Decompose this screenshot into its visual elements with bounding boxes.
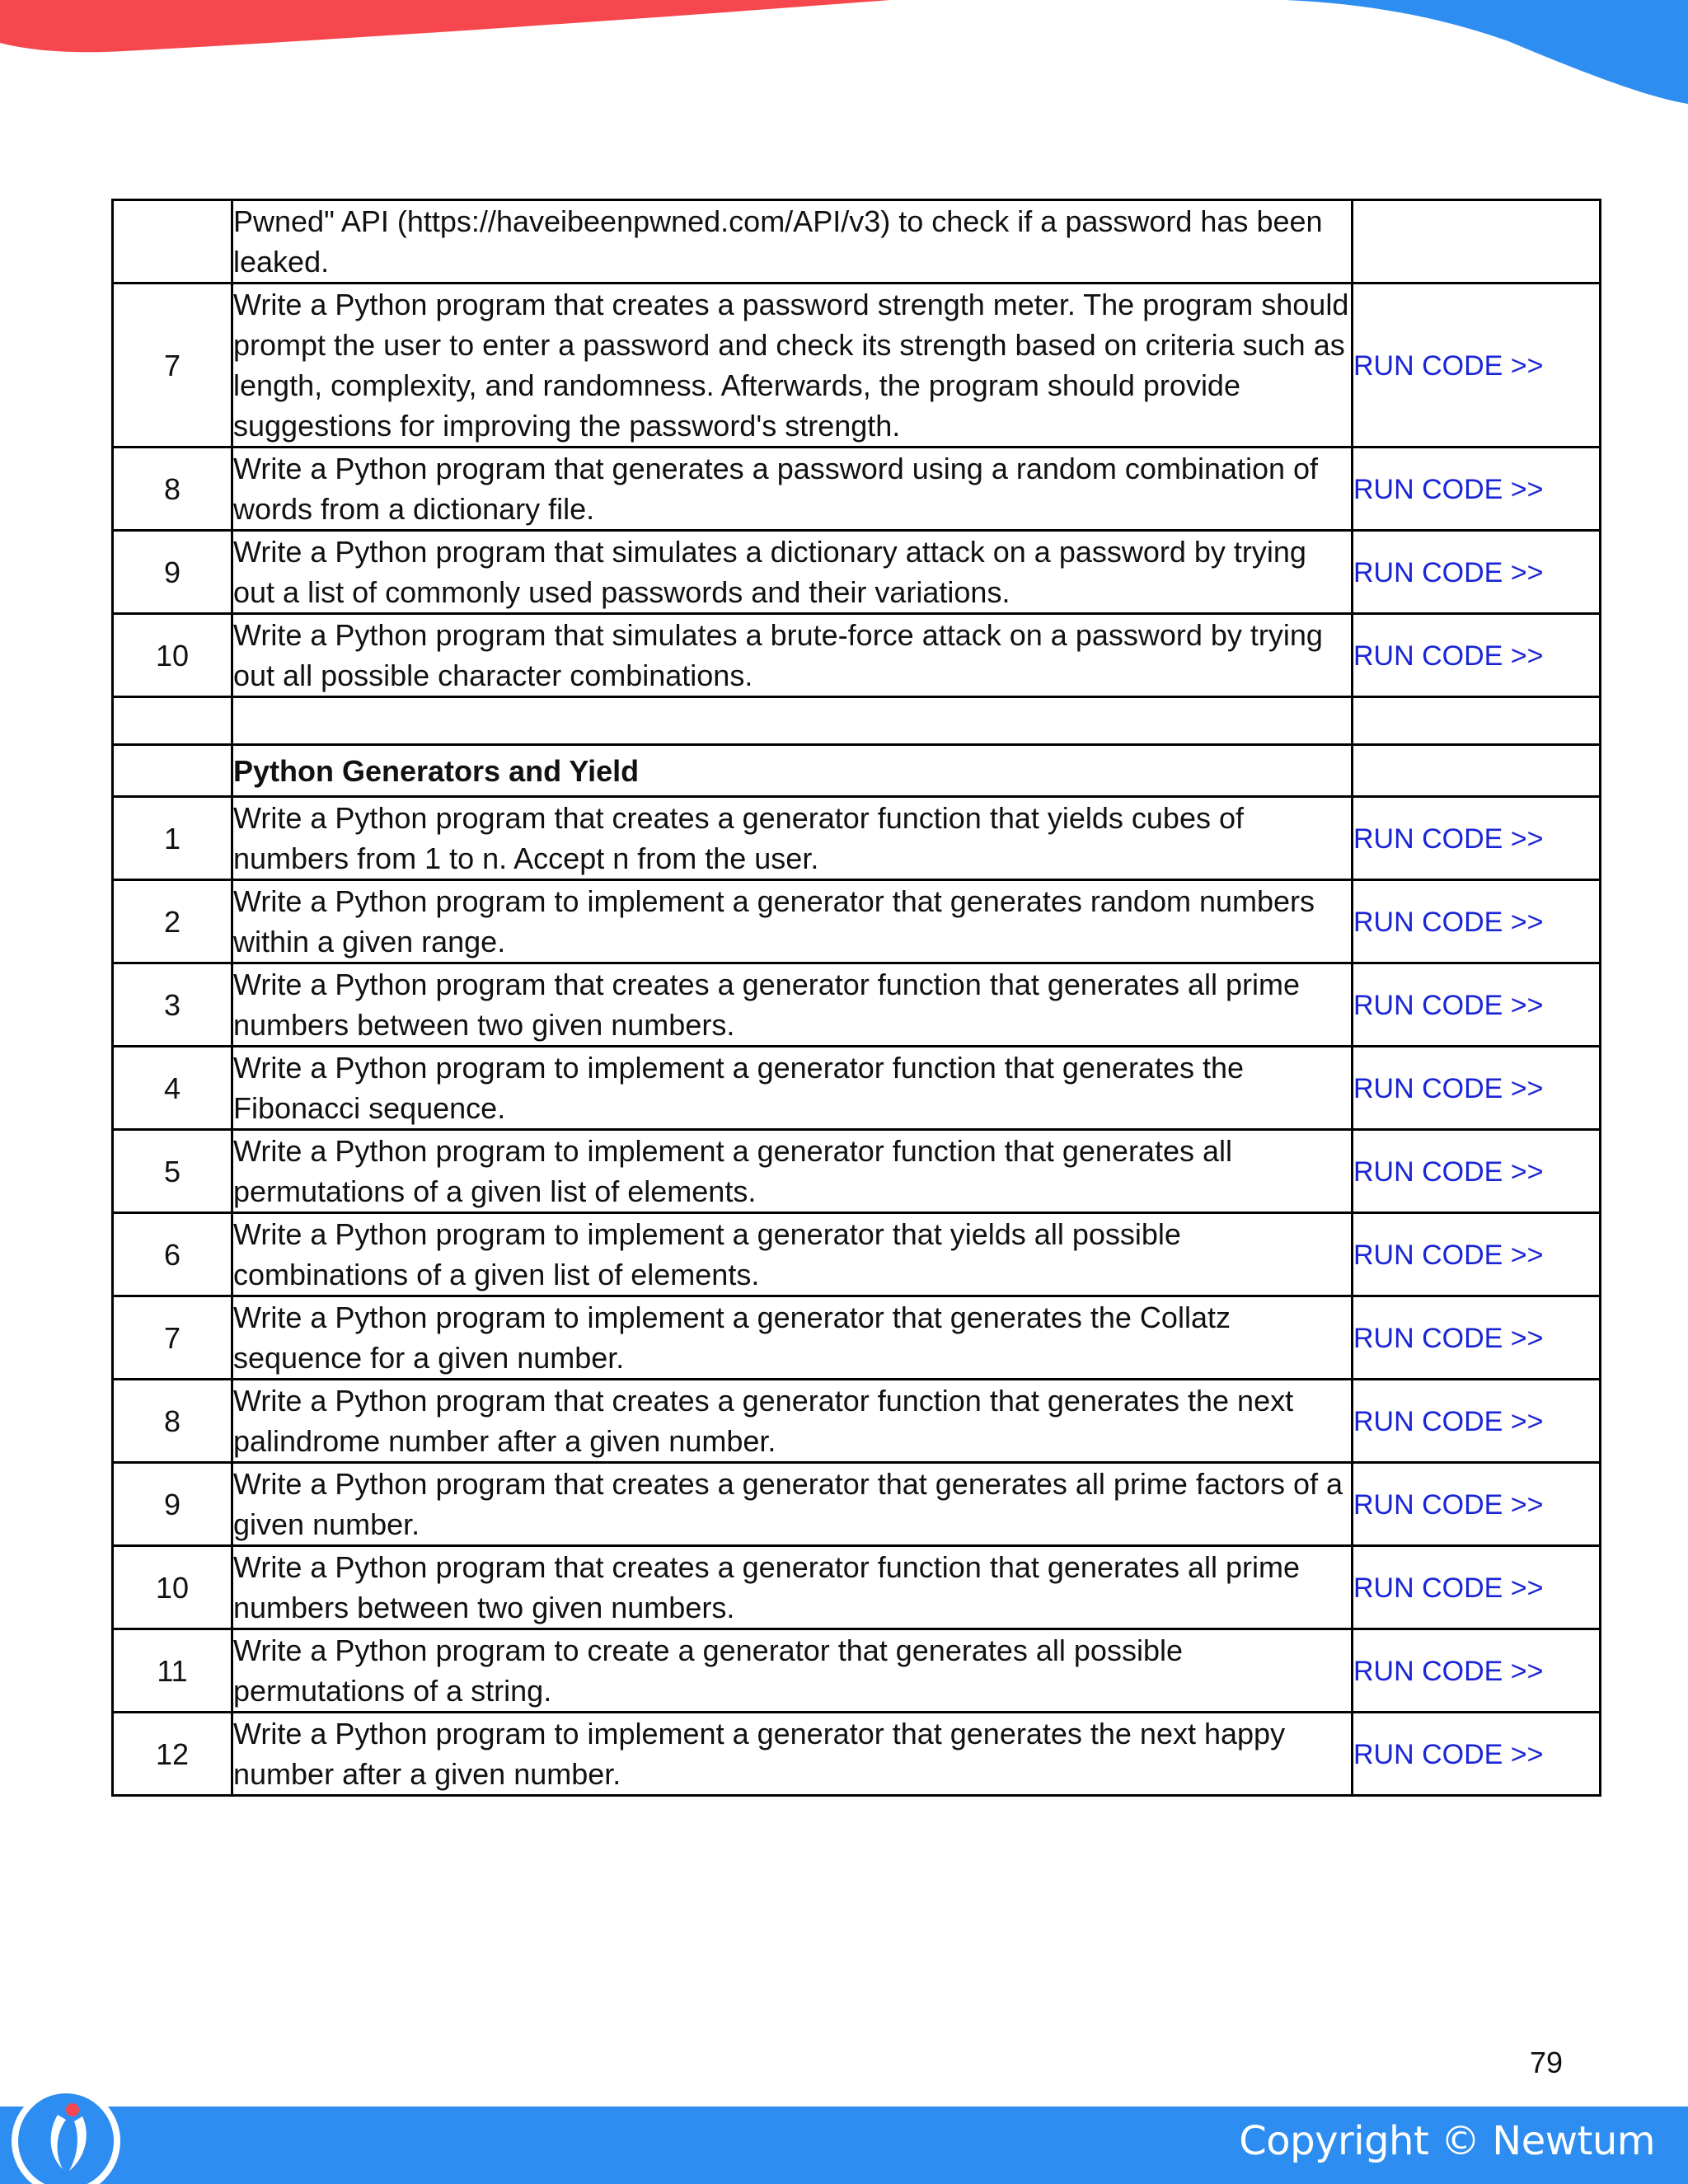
table-row [113, 614, 1601, 697]
row-number: 2 [113, 880, 232, 963]
table-row [113, 1296, 1601, 1380]
table-row [113, 1463, 1601, 1546]
row-description: Write a Python program that creates a generator function that generates the next palindrome number after a given number. [232, 1380, 1353, 1463]
run-code-link[interactable]: RUN CODE >> [1353, 1239, 1544, 1271]
row-number: 10 [113, 1546, 232, 1629]
row-link-cell [1353, 284, 1601, 448]
run-code-link[interactable]: RUN CODE >> [1353, 473, 1544, 505]
table-row-carry-over [113, 200, 1601, 284]
row-description: Write a Python program to implement a generator that generates the Collatz sequence for a given number. [232, 1296, 1353, 1380]
section-number-cell [113, 745, 232, 797]
section-title: Python Generators and Yield [232, 745, 1353, 797]
row-number: 8 [113, 448, 232, 531]
row-description: Write a Python program to implement a generator function that generates all permutations of a given list of elements. [232, 1130, 1353, 1213]
run-code-link[interactable]: RUN CODE >> [1353, 556, 1544, 588]
row-description: Write a Python program to implement a generator that generates random numbers within a given range. [232, 880, 1353, 963]
run-code-link[interactable]: RUN CODE >> [1353, 1322, 1544, 1354]
row-link-cell [1353, 1047, 1601, 1130]
run-code-link[interactable]: RUN CODE >> [1353, 823, 1544, 855]
row-number: 5 [113, 1130, 232, 1213]
row-description: Write a Python program that creates a generator function that yields cubes of numbers from 1 to n. Accept n from the user. [232, 797, 1353, 880]
table-row [113, 1546, 1601, 1629]
row-description: Write a Python program to implement a generator that yields all possible combinations of a given list of elements. [232, 1213, 1353, 1296]
row-description: Write a Python program to create a generator that generates all possible permutations of a string. [232, 1629, 1353, 1713]
row-number: 9 [113, 531, 232, 614]
copyright-text: Copyright © Newtum [1239, 2118, 1655, 2164]
row-link-cell [1353, 1213, 1601, 1296]
run-code-link[interactable]: RUN CODE >> [1353, 1155, 1544, 1188]
table-row [113, 797, 1601, 880]
row-description: Write a Python program that simulates a dictionary attack on a password by trying out a list of commonly used passwords and their variations. [232, 531, 1353, 614]
run-code-link[interactable]: RUN CODE >> [1353, 1072, 1544, 1104]
row-description: Write a Python program that creates a generator function that generates all prime numbers between two given numbers. [232, 1546, 1353, 1629]
table-row [113, 1713, 1601, 1796]
run-code-link[interactable]: RUN CODE >> [1353, 906, 1544, 938]
run-code-link[interactable]: RUN CODE >> [1353, 1655, 1544, 1687]
run-code-link[interactable]: RUN CODE >> [1353, 1738, 1544, 1770]
run-code-link[interactable]: RUN CODE >> [1353, 1405, 1544, 1437]
row-number [113, 200, 232, 284]
page-number: 79 [1530, 2046, 1564, 2079]
blank-cell [1353, 697, 1601, 745]
row-description: Write a Python program to implement a generator function that generates the Fibonacci sequence. [232, 1047, 1353, 1130]
row-description: Write a Python program that creates a password strength meter. The program should prompt the user to enter a password and check its strength based on criteria such as length, complexity, and randomness. Afterwards, the program should provide suggestions for improving the password's strength. [232, 284, 1353, 448]
header-wave-decoration [0, 0, 1688, 115]
row-description: Write a Python program that generates a password using a random combination of words from a dictionary file. [232, 448, 1353, 531]
table-row [113, 531, 1601, 614]
section-header-row [113, 745, 1601, 797]
row-link-cell [1353, 1546, 1601, 1629]
run-code-link[interactable]: RUN CODE >> [1353, 989, 1544, 1021]
row-number: 6 [113, 1213, 232, 1296]
section-link-cell [1353, 745, 1601, 797]
row-link-cell [1353, 200, 1601, 284]
row-link-cell [1353, 1380, 1601, 1463]
newtum-logo-icon [0, 2067, 132, 2184]
row-number: 10 [113, 614, 232, 697]
row-link-cell [1353, 880, 1601, 963]
table-row [113, 1629, 1601, 1713]
table-row [113, 880, 1601, 963]
row-number: 1 [113, 797, 232, 880]
run-code-link[interactable]: RUN CODE >> [1353, 349, 1544, 382]
table-row [113, 1213, 1601, 1296]
row-link-cell [1353, 614, 1601, 697]
row-description: Write a Python program that creates a generator that generates all prime factors of a given number. [232, 1463, 1353, 1546]
table-row [113, 1047, 1601, 1130]
row-link-cell [1353, 448, 1601, 531]
row-number: 7 [113, 284, 232, 448]
table-row [113, 284, 1601, 448]
row-link-cell [1353, 1296, 1601, 1380]
row-number: 9 [113, 1463, 232, 1546]
row-description: Pwned" API (https://haveibeenpwned.com/API/v3) to check if a password has been leaked. [232, 200, 1353, 284]
row-link-cell [1353, 1463, 1601, 1546]
table-row [113, 1130, 1601, 1213]
row-link-cell [1353, 1713, 1601, 1796]
run-code-link[interactable]: RUN CODE >> [1353, 1488, 1544, 1521]
table-row [113, 1380, 1601, 1463]
run-code-link[interactable]: RUN CODE >> [1353, 640, 1544, 672]
row-description: Write a Python program that creates a generator function that generates all prime numbers between two given numbers. [232, 963, 1353, 1047]
row-link-cell [1353, 531, 1601, 614]
exercise-table [111, 199, 1601, 1797]
row-number: 12 [113, 1713, 232, 1796]
row-link-cell [1353, 797, 1601, 880]
row-number: 11 [113, 1629, 232, 1713]
row-number: 7 [113, 1296, 232, 1380]
row-description: Write a Python program to implement a generator that generates the next happy number after a given number. [232, 1713, 1353, 1796]
row-description: Write a Python program that simulates a brute-force attack on a password by trying out all possible character combinations. [232, 614, 1353, 697]
row-link-cell [1353, 1130, 1601, 1213]
table-row-blank [113, 697, 1601, 745]
run-code-link[interactable]: RUN CODE >> [1353, 1572, 1544, 1604]
row-link-cell [1353, 963, 1601, 1047]
row-number: 4 [113, 1047, 232, 1130]
row-number: 3 [113, 963, 232, 1047]
blank-cell [113, 697, 232, 745]
row-number: 8 [113, 1380, 232, 1463]
blank-cell [232, 697, 1353, 745]
table-row [113, 448, 1601, 531]
table-row [113, 963, 1601, 1047]
row-link-cell [1353, 1629, 1601, 1713]
